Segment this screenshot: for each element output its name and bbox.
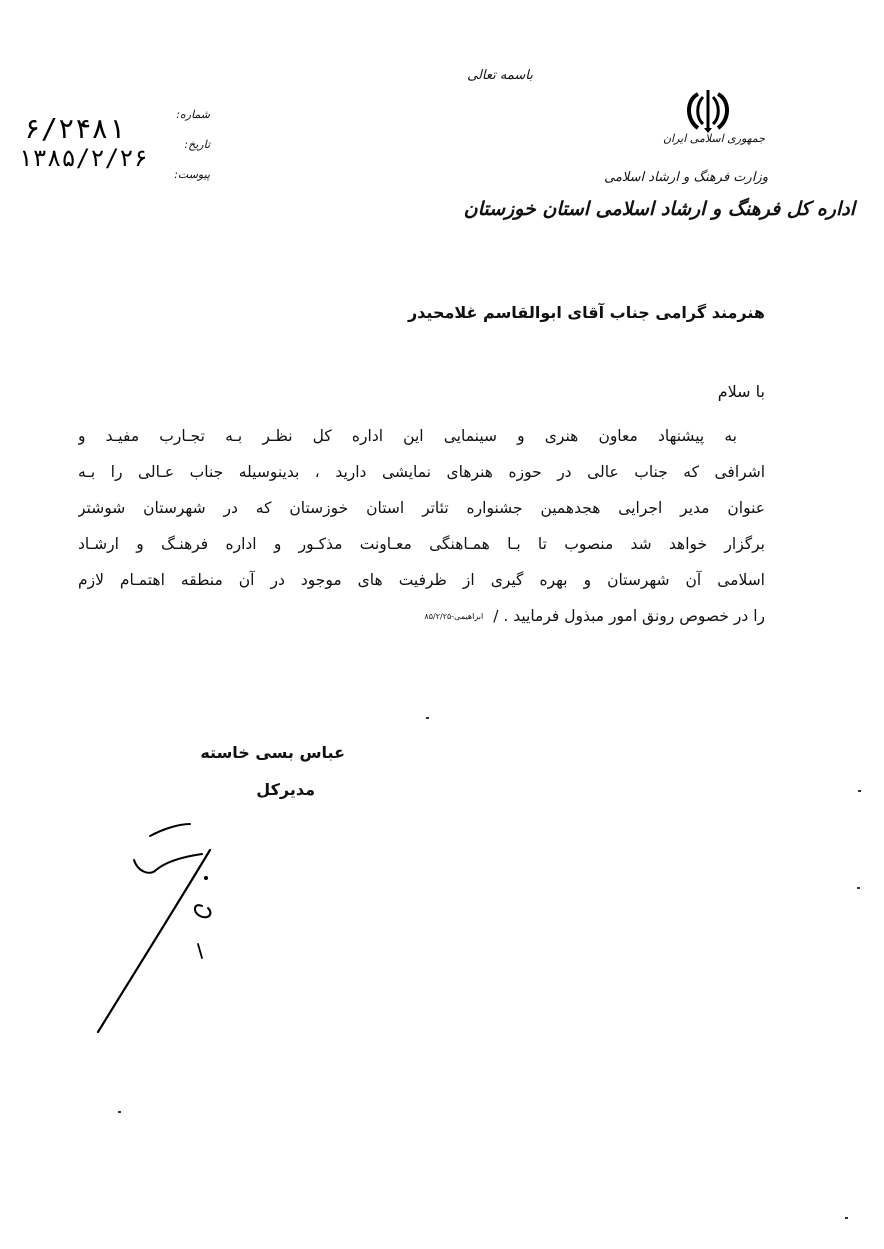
body-closing-text: را در خصوص رونق امور مبذول فرمایید . / <box>493 607 765 625</box>
reference-block <box>10 108 210 198</box>
body-line: به پیشنهاد معاون هنری و سینمایی این اداره کل نظـر بـه تجـارب مفیـد و <box>78 427 737 445</box>
speck <box>858 790 861 792</box>
typist-reference: ابراهیمی-۸۵/۲/۲۵ <box>424 611 484 621</box>
letter-number: ۶/۲۴۸۱ <box>24 112 126 145</box>
date-label: تاریخ: <box>184 138 210 151</box>
number-label: شماره: <box>176 108 210 121</box>
signatory-title: مدیرکل <box>256 780 315 799</box>
speck <box>118 1111 121 1113</box>
body-line: اسلامی آن شهرستان و بهره گیری از ظرفیت های موجود در آن منطقه اهتمـام لازم <box>78 571 765 589</box>
letter-body <box>78 418 765 634</box>
body-line: اشرافی که جناب عالی در حوزه هنرهای نمایشی دارید ، بدینوسیله جناب عـالی را بـه <box>78 463 765 481</box>
handwritten-signature <box>90 820 240 1040</box>
speck <box>426 717 429 719</box>
letter-date: ۱۳۸۵/۲/۲۶ <box>18 144 149 172</box>
body-line: عنوان مدیر اجرایی هجدهمین جشنواره تئاتر استان خوزستان که در شهرستان شوشتر <box>78 499 765 517</box>
body-line-last <box>78 598 765 634</box>
ministry-name: وزارت فرهنگ و ارشاد اسلامی <box>604 170 768 185</box>
speck <box>857 887 860 889</box>
office-name: اداره کل فرهنگ و ارشاد اسلامی استان خوزستان <box>463 198 855 220</box>
body-line: برگزار خواهد شد منصوب تا بـا همـاهنگی معـاونت مذکـور و اداره فرهنـگ و ارشـاد <box>78 535 765 553</box>
attachment-label: پیوست: <box>174 168 210 181</box>
speck <box>845 1217 848 1219</box>
signatory-name: عباس بسی خاسته <box>200 743 345 762</box>
recipient-line: هنرمند گرامی جناب آقای ابوالقاسم غلامحیدر <box>407 303 765 322</box>
republic-name: جمهوری اسلامی ایران <box>662 132 765 145</box>
invocation: باسمه تعالی <box>467 68 533 83</box>
greeting: با سلام <box>717 382 765 401</box>
iran-emblem-icon <box>680 88 736 134</box>
